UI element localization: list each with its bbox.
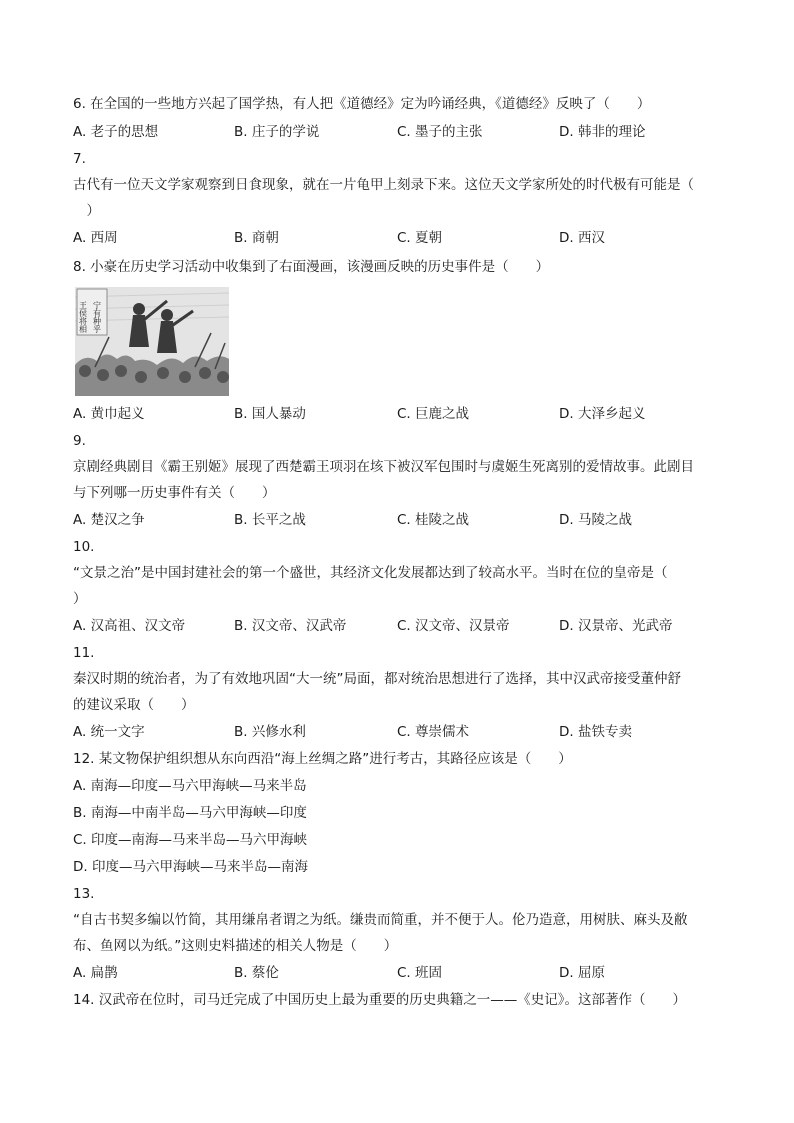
cartoon-slogan-1: 王侯将相 [78, 301, 88, 333]
question-9-stem-cont: 与下列哪一历史事件有关（ ） [73, 485, 276, 501]
question-11-options [73, 723, 723, 741]
question-7-number: 7. [73, 151, 86, 167]
option-b[interactable]: B. 兴修水利 [234, 724, 306, 740]
question-6-options [73, 123, 723, 141]
option-a[interactable]: A. 统一文字 [73, 724, 145, 740]
option-c[interactable]: C. 桂陵之战 [397, 512, 470, 528]
question-11-number: 11. [73, 645, 95, 661]
question-14-stem: 14. 汉武帝在位时，司马迁完成了中国历史上最为重要的历史典籍之一——《史记》。这部著作（ ） [73, 992, 687, 1008]
option-d[interactable]: D. 屈原 [559, 965, 605, 981]
question-8-options [73, 405, 723, 423]
option-b[interactable]: B. 南海—中南半岛—马六甲海峡—印度 [73, 805, 307, 821]
option-c[interactable]: C. 巨鹿之战 [397, 406, 470, 422]
question-13-stem-cont: 布、鱼网以为纸。”这则史料描述的相关人物是（ ） [73, 938, 398, 954]
question-9-number: 9. [73, 433, 86, 449]
option-d[interactable]: D. 马陵之战 [559, 512, 632, 528]
option-a[interactable]: A. 楚汉之争 [73, 512, 145, 528]
option-c[interactable]: C. 印度—南海—马来半岛—马六甲海峡 [73, 832, 308, 848]
option-b[interactable]: B. 长平之战 [234, 512, 306, 528]
question-13-stem: “自古书契多编以竹简，其用缣帛者谓之为纸。缣贵而简重，并不便于人。伦乃造意，用树肤、麻头及敝 [73, 912, 688, 928]
option-a[interactable]: A. 黄巾起义 [73, 406, 145, 422]
option-d[interactable]: D. 西汉 [559, 230, 605, 246]
option-d[interactable]: D. 汉景帝、光武帝 [559, 618, 673, 634]
option-b[interactable]: B. 庄子的学说 [234, 124, 320, 140]
question-6-stem: 6. 在全国的一些地方兴起了国学热，有人把《道德经》定为吟诵经典，《道德经》反映了（ ） [73, 96, 651, 112]
option-c[interactable]: C. 班固 [397, 965, 443, 981]
option-c[interactable]: C. 汉文帝、汉景帝 [397, 618, 510, 634]
option-a[interactable]: A. 扁鹊 [73, 965, 118, 981]
option-c[interactable]: C. 墨子的主张 [397, 124, 483, 140]
question-10-stem-cont: ） [73, 591, 87, 607]
question-8-stem: 8. 小豪在历史学习活动中收集到了右面漫画，该漫画反映的历史事件是（ ） [73, 259, 550, 275]
question-10-options [73, 617, 723, 635]
question-12-stem: 12. 某文物保护组织想从东向西沿“海上丝绸之路”进行考古，其路径应该是（ ） [73, 751, 572, 767]
option-d[interactable]: D. 韩非的理论 [559, 124, 646, 140]
question-13-options [73, 964, 723, 982]
uprising-cartoon-image [75, 287, 229, 396]
question-11-stem: 秦汉时期的统治者，为了有效地巩固“大一统”局面，都对统治思想进行了选择，其中汉武帝接受董仲舒 [73, 671, 681, 687]
option-d[interactable]: D. 印度—马六甲海峡—马来半岛—南海 [73, 859, 308, 875]
option-a[interactable]: A. 汉高祖、汉文帝 [73, 618, 186, 634]
option-b[interactable]: B. 商朝 [234, 230, 279, 246]
question-7-stem-cont: ） [73, 203, 100, 219]
option-a[interactable]: A. 西周 [73, 230, 118, 246]
option-a[interactable]: A. 老子的思想 [73, 124, 159, 140]
option-d[interactable]: D. 盐铁专卖 [559, 724, 632, 740]
option-b[interactable]: B. 蔡伦 [234, 965, 279, 981]
question-9-options [73, 511, 723, 529]
question-7-options [73, 229, 723, 247]
option-a[interactable]: A. 南海—印度—马六甲海峡—马来半岛 [73, 778, 307, 794]
question-11-stem-cont: 的建议采取（ ） [73, 697, 195, 713]
cartoon-slogan-2: 宁有种乎 [92, 301, 102, 333]
option-b[interactable]: B. 国人暴动 [234, 406, 306, 422]
question-10-number: 10. [73, 539, 95, 555]
question-7-stem: 古代有一位天文学家观察到日食现象，就在一片龟甲上刻录下来。这位天文学家所处的时代极有可能是（ [73, 177, 694, 193]
option-c[interactable]: C. 夏朝 [397, 230, 443, 246]
option-d[interactable]: D. 大泽乡起义 [559, 406, 646, 422]
question-10-stem: “文景之治”是中国封建社会的第一个盛世，其经济文化发展都达到了较高水平。当时在位的皇帝是（ [73, 565, 668, 581]
question-13-number: 13. [73, 886, 95, 902]
question-9-stem: 京剧经典剧目《霸王别姬》展现了西楚霸王项羽在垓下被汉军包围时与虞姬生死离别的爱情故事。此剧目 [73, 459, 694, 475]
option-c[interactable]: C. 尊崇儒术 [397, 724, 470, 740]
option-b[interactable]: B. 汉文帝、汉武帝 [234, 618, 347, 634]
